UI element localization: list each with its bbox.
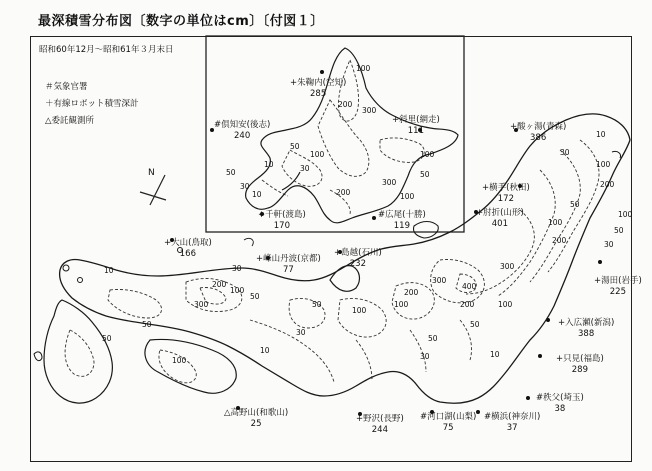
station-name: #広尾(十勝) <box>378 210 426 220</box>
north-arrow <box>140 175 166 205</box>
contour-label: 100 <box>596 160 611 169</box>
station-mineyama <box>256 254 321 276</box>
contour-label: 100 <box>356 64 371 73</box>
station-yuda <box>594 276 642 298</box>
contour-label: 50 <box>470 320 480 329</box>
contour-label: 10 <box>260 346 270 355</box>
map-title: 最深積雪分布図〔数字の単位はcm〕〔付図１〕 <box>38 14 324 29</box>
station-name: #横浜(神奈川) <box>484 412 541 422</box>
station-name: #秩父(埼玉) <box>536 393 584 403</box>
contour-label: 300 <box>500 262 515 271</box>
station-value: 172 <box>497 194 514 204</box>
contour-label: 50 <box>102 334 112 343</box>
station-name: +千軒(渡島) <box>258 210 306 220</box>
contour-label: 200 <box>460 300 475 309</box>
station-yokote <box>482 183 530 205</box>
station-value: 37 <box>506 423 518 433</box>
contour-label: 100 <box>498 300 513 309</box>
contour-label: 50 <box>570 200 580 209</box>
station-name: +只見(福島) <box>556 354 604 364</box>
station-name: +野沢(長野) <box>356 414 404 424</box>
station-senken <box>258 210 306 232</box>
station-chichibu <box>536 393 584 415</box>
station-value: 401 <box>491 219 508 229</box>
contour-label: 50 <box>226 168 236 177</box>
station-value: 285 <box>310 89 327 99</box>
contour-label: 30 <box>300 164 310 173</box>
contour-label: 200 <box>404 288 419 297</box>
station-value: 240 <box>234 131 251 141</box>
station-value: 386 <box>530 133 547 143</box>
station-hijiori <box>476 208 524 230</box>
station-name: +島越(石川) <box>334 248 382 258</box>
contour-label: 100 <box>420 150 435 159</box>
station-hiroo <box>378 210 426 232</box>
station-value: 119 <box>393 221 410 231</box>
station-name: +酸ヶ湯(青森) <box>510 122 567 132</box>
station-value: 225 <box>609 287 626 297</box>
station-name: +肘折(山形) <box>476 208 524 218</box>
contour-label: 100 <box>310 150 325 159</box>
contour-label: 50 <box>614 226 624 235</box>
contour-label: 100 <box>400 192 415 201</box>
contour-label: 400 <box>462 282 477 291</box>
station-kutchan <box>214 120 270 142</box>
contour-label: 300 <box>382 178 397 187</box>
contour-label: 300 <box>194 300 209 309</box>
station-value: 170 <box>273 221 290 231</box>
station-value: 232 <box>349 259 366 269</box>
station-value: 244 <box>371 425 388 435</box>
station-tadami <box>556 354 604 376</box>
station-value: 77 <box>282 265 294 275</box>
station-name: +朱鞠内(空知) <box>290 78 347 88</box>
period-label: 昭和60年12月～昭和61年３月末日 <box>39 45 174 55</box>
station-irihirose <box>558 318 614 340</box>
station-kawaguchiko <box>420 412 476 434</box>
north-label: N <box>148 168 155 178</box>
contour-label: 200 <box>552 236 567 245</box>
station-value: 166 <box>179 249 196 259</box>
station-koyasan <box>224 408 288 430</box>
station-value: 289 <box>571 365 588 375</box>
station-value: 38 <box>554 404 566 414</box>
station-daisen <box>164 238 212 260</box>
contour-label: 50 <box>290 142 300 151</box>
contour-label: 30 <box>560 148 570 157</box>
contour-label: 30 <box>232 264 242 273</box>
contour-label: 300 <box>432 276 447 285</box>
station-shari <box>392 115 440 137</box>
contour-label: 50 <box>420 170 430 179</box>
station-name: +湯田(岩手) <box>594 276 642 286</box>
contour-label: 50 <box>428 334 438 343</box>
contour-label: 10 <box>264 160 274 169</box>
station-value: 25 <box>250 419 262 429</box>
contour-label: 100 <box>172 356 187 365</box>
contour-label: 50 <box>312 300 322 309</box>
contour-label: 50 <box>142 320 152 329</box>
contour-label: 50 <box>250 292 260 301</box>
contour-label: 300 <box>362 106 377 115</box>
station-name: +入広瀬(新潟) <box>558 318 615 328</box>
contour-label: 10 <box>596 130 606 139</box>
legend-jma: ＃気象官署 <box>45 82 88 92</box>
station-value: 75 <box>442 423 454 433</box>
station-name: +横手(秋田) <box>482 183 530 193</box>
station-value: 388 <box>578 329 595 339</box>
contour-label: 200 <box>336 188 351 197</box>
contour-label: 200 <box>212 280 227 289</box>
contour-label: 30 <box>240 182 250 191</box>
station-value: 111 <box>407 126 424 136</box>
contour-label: 10 <box>104 266 114 275</box>
station-name: #倶知安(後志) <box>214 120 271 130</box>
station-name: +大山(鳥取) <box>164 238 212 248</box>
station-yokohama <box>484 412 540 434</box>
station-name: +峰山丹波(京都) <box>256 254 321 264</box>
contour-label: 10 <box>252 190 262 199</box>
station-name: #河口湖(山梨) <box>420 412 477 422</box>
shikoku-outline <box>145 339 236 393</box>
station-shimagoshi <box>334 248 382 270</box>
contour-label: 100 <box>548 218 563 227</box>
legend-commissioned: △委託観測所 <box>45 116 95 126</box>
contour-label: 200 <box>338 100 353 109</box>
contour-label: 100 <box>618 210 633 219</box>
contour-label: 100 <box>352 306 367 315</box>
contour-label: 30 <box>296 328 306 337</box>
station-nozawa <box>356 414 404 436</box>
contour-label: 30 <box>420 352 430 361</box>
contour-label: 200 <box>600 180 615 189</box>
station-shumarinai <box>290 78 346 100</box>
kyushu-outline <box>44 300 112 403</box>
contour-label: 100 <box>230 286 245 295</box>
small-islands <box>34 151 621 360</box>
contour-label: 30 <box>604 240 614 249</box>
legend-robot: ＋有線ロボット積雪深計 <box>45 99 139 109</box>
station-sukayu <box>510 122 566 144</box>
station-name: +斜里(網走) <box>392 115 440 125</box>
contour-label: 100 <box>394 300 409 309</box>
station-name: △高野山(和歌山) <box>224 408 289 418</box>
contour-label: 10 <box>490 350 500 359</box>
honshu-contours <box>65 140 599 383</box>
